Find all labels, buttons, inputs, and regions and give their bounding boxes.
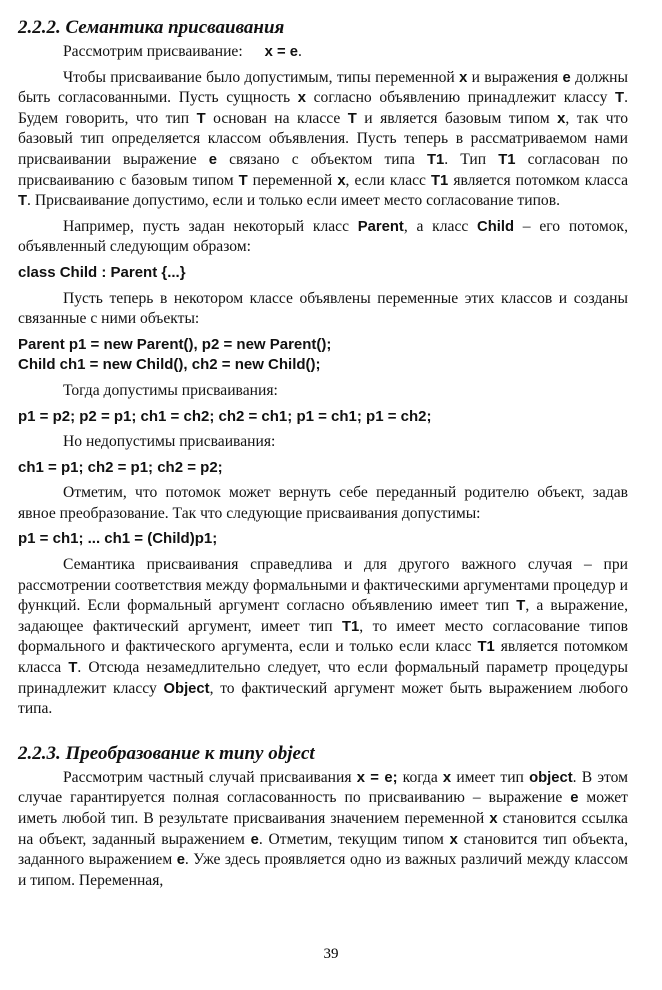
code-class-declaration: class Child : Parent {...} [18,263,186,281]
paragraph-type-compatibility: Чтобы присваивание было допустимым, типы переменной x и выражения e должны быть согласованными. Пусть сущность x согласно объявлению принадлежит классу T. Будем говорить, что тип T основан на классе T и является базовым типом x, так что базовый тип определяется классом объявления. Пусть теперь в рассматриваемом нами присваивании выражение e связано с объектом типа T1. Тип T1 согласован по присваиванию с базовым типом T переменной x, если класс T1 является потомком класса T. Присваивание допустимо, если и только если имеет место согласование типов. [18,68,628,210]
inline-code: x = e [264,44,298,60]
code-line: Child ch1 = new Child(), ch2 = new Child(); [18,356,321,374]
code-cast-assignments: p1 = ch1; ... ch1 = (Child)p1; [18,530,218,548]
paragraph-explicit-cast: Отметим, что потомок может вернуть себе переданный родителю объект, задав явное преобразование. Так что следующие присваивания допустимы: [18,484,628,522]
page-number: 39 [323,946,339,962]
paragraph-arguments: Семантика присваивания справедлива и для другого важного случая – при рассмотрении соответствия между формальными и фактическими аргументами процедур и функций. Если формальный аргумент согласно объявлению имеет тип T, а выражение, задающее фактический аргумент, имеет тип T1, то имеет место согласование типов формального и фактического аргумента, если и только если класс T1 является потомком класса T. Отсюда незамедлительно следует, что если формальный параметр процедуры принадлежит классу Object, то фактический аргумент может быть выражением любого типа. [18,556,629,718]
section-heading-object-conversion: 2.2.3. Преобразование к типу object [18,742,315,764]
section-heading-semantics: 2.2.2. Семантика присваивания [18,17,285,38]
code-line: Parent p1 = new Parent(), p2 = new Parent(); [18,335,332,353]
intro-paragraph: Рассмотрим присваивание: x = e. [63,43,302,60]
paragraph-example-classes: Например, пусть задан некоторый класс Parent, а класс Child – его потомок, объявленный следующим образом: [18,217,629,256]
paragraph-variables: Пусть теперь в некотором классе объявлены переменные этих классов и созданы связанные с ними объекты: [18,289,628,328]
paragraph-allowed: Тогда допустимы присваивания: [63,381,278,399]
code-variable-declarations [18,335,628,376]
code-disallowed-assignments: ch1 = p1; ch2 = p1; ch2 = p2; [18,458,223,476]
paragraph-disallowed: Но недопустимы присваивания: [63,433,276,451]
code-allowed-assignments: p1 = p2; p2 = p1; ch1 = ch2; ch2 = ch1; p1 = ch1; p1 = ch2; [18,407,432,425]
paragraph-object-conversion: Рассмотрим частный случай присваивания x = e; когда x имеет тип object. В этом случае гарантируется полная согласованность по присваиванию – выражение e может иметь любой тип. В результате присваивания значением переменной x становится ссылка на объект, заданный выражением e. Отметим, текущим типом x становится тип объекта, заданного выражением e. Уже здесь проявляется одно из важных различий между классом и типом. Переменная, [18,768,628,889]
